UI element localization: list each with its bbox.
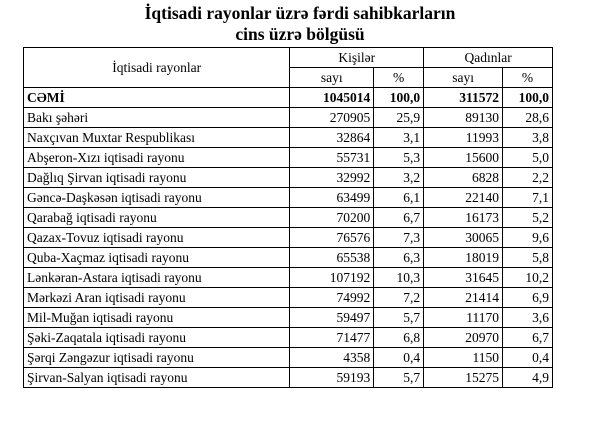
women-percent: 5,0 <box>503 148 553 168</box>
header-men: Kişilər <box>290 48 424 68</box>
header-women: Qadınlar <box>424 48 553 68</box>
women-count: 30065 <box>424 228 503 248</box>
women-count: 22140 <box>424 188 503 208</box>
men-percent: 6,3 <box>374 248 424 268</box>
table-row <box>24 228 553 248</box>
total-men-percent: 100,0 <box>374 88 424 108</box>
women-percent: 4,9 <box>503 368 553 388</box>
men-count: 59497 <box>290 308 374 328</box>
men-count: 74992 <box>290 288 374 308</box>
header-regions: İqtisadi rayonlar <box>24 48 290 88</box>
men-count: 32864 <box>290 128 374 148</box>
total-men-count: 1045014 <box>290 88 374 108</box>
header-men-count: sayı <box>290 68 374 88</box>
men-count: 71477 <box>290 328 374 348</box>
men-percent: 7,3 <box>374 228 424 248</box>
region-name: Şəki-Zaqatala iqtisadi rayonu <box>24 328 290 348</box>
table-row <box>24 308 553 328</box>
table-row <box>24 268 553 288</box>
women-percent: 28,6 <box>503 108 553 128</box>
total-women-count: 311572 <box>424 88 503 108</box>
women-count: 15600 <box>424 148 503 168</box>
region-name: Şərqi Zəngəzur iqtisadi rayonu <box>24 348 290 368</box>
men-percent: 3,2 <box>374 168 424 188</box>
women-percent: 5,2 <box>503 208 553 228</box>
women-percent: 9,6 <box>503 228 553 248</box>
table-row <box>24 288 553 308</box>
header-men-percent: % <box>374 68 424 88</box>
region-name: Mil-Muğan iqtisadi rayonu <box>24 308 290 328</box>
region-name: Quba-Xaçmaz iqtisadi rayonu <box>24 248 290 268</box>
region-name: Gəncə-Daşkəsən iqtisadi rayonu <box>24 188 290 208</box>
men-count: 65538 <box>290 248 374 268</box>
men-percent: 5,3 <box>374 148 424 168</box>
men-percent: 10,3 <box>374 268 424 288</box>
women-percent: 7,1 <box>503 188 553 208</box>
women-count: 21414 <box>424 288 503 308</box>
men-percent: 6,7 <box>374 208 424 228</box>
table-row <box>24 368 553 388</box>
men-count: 4358 <box>290 348 374 368</box>
men-count: 55731 <box>290 148 374 168</box>
women-count: 89130 <box>424 108 503 128</box>
women-percent: 5,8 <box>503 248 553 268</box>
women-percent: 3,8 <box>503 128 553 148</box>
women-count: 11993 <box>424 128 503 148</box>
region-name: Qarabağ iqtisadi rayonu <box>24 208 290 228</box>
regions-table <box>23 47 553 388</box>
header-women-count: sayı <box>424 68 503 88</box>
men-count: 32992 <box>290 168 374 188</box>
men-count: 63499 <box>290 188 374 208</box>
region-name: Bakı şəhəri <box>24 108 290 128</box>
header-women-percent: % <box>503 68 553 88</box>
men-percent: 5,7 <box>374 308 424 328</box>
men-percent: 7,2 <box>374 288 424 308</box>
table-row <box>24 168 553 188</box>
table-row <box>24 328 553 348</box>
women-count: 20970 <box>424 328 503 348</box>
region-name: Lənkəran-Astara iqtisadi rayonu <box>24 268 290 288</box>
region-name: Mərkəzi Aran iqtisadi rayonu <box>24 288 290 308</box>
table-row <box>24 208 553 228</box>
title-line-2: cins üzrə bölgüsü <box>235 24 365 44</box>
table-row <box>24 108 553 128</box>
women-count: 6828 <box>424 168 503 188</box>
table-row <box>24 128 553 148</box>
women-count: 15275 <box>424 368 503 388</box>
men-percent: 3,1 <box>374 128 424 148</box>
region-name: Qazax-Tovuz iqtisadi rayonu <box>24 228 290 248</box>
men-percent: 5,7 <box>374 368 424 388</box>
women-count: 1150 <box>424 348 503 368</box>
table-row <box>24 348 553 368</box>
total-label: CƏMİ <box>24 88 290 108</box>
region-name: Naxçıvan Muxtar Respublikası <box>24 128 290 148</box>
men-percent: 6,8 <box>374 328 424 348</box>
women-percent: 10,2 <box>503 268 553 288</box>
total-row <box>24 88 553 108</box>
table-row <box>24 248 553 268</box>
table-row <box>24 148 553 168</box>
men-count: 70200 <box>290 208 374 228</box>
men-count: 107192 <box>290 268 374 288</box>
men-percent: 0,4 <box>374 348 424 368</box>
women-percent: 0,4 <box>503 348 553 368</box>
women-count: 18019 <box>424 248 503 268</box>
men-count: 59193 <box>290 368 374 388</box>
title-line-1: İqtisadi rayonlar üzrə fərdi sahibkarların <box>144 3 456 23</box>
men-percent: 25,9 <box>374 108 424 128</box>
women-count: 11170 <box>424 308 503 328</box>
women-count: 16173 <box>424 208 503 228</box>
men-count: 76576 <box>290 228 374 248</box>
women-percent: 6,9 <box>503 288 553 308</box>
men-percent: 6,1 <box>374 188 424 208</box>
region-name: Şirvan-Salyan iqtisadi rayonu <box>24 368 290 388</box>
document-title <box>0 3 600 45</box>
region-name: Dağlıq Şirvan iqtisadi rayonu <box>24 168 290 188</box>
women-percent: 3,6 <box>503 308 553 328</box>
women-percent: 6,7 <box>503 328 553 348</box>
total-women-percent: 100,0 <box>503 88 553 108</box>
men-count: 270905 <box>290 108 374 128</box>
women-count: 31645 <box>424 268 503 288</box>
women-percent: 2,2 <box>503 168 553 188</box>
table-row <box>24 188 553 208</box>
region-name: Abşeron-Xızı iqtisadi rayonu <box>24 148 290 168</box>
